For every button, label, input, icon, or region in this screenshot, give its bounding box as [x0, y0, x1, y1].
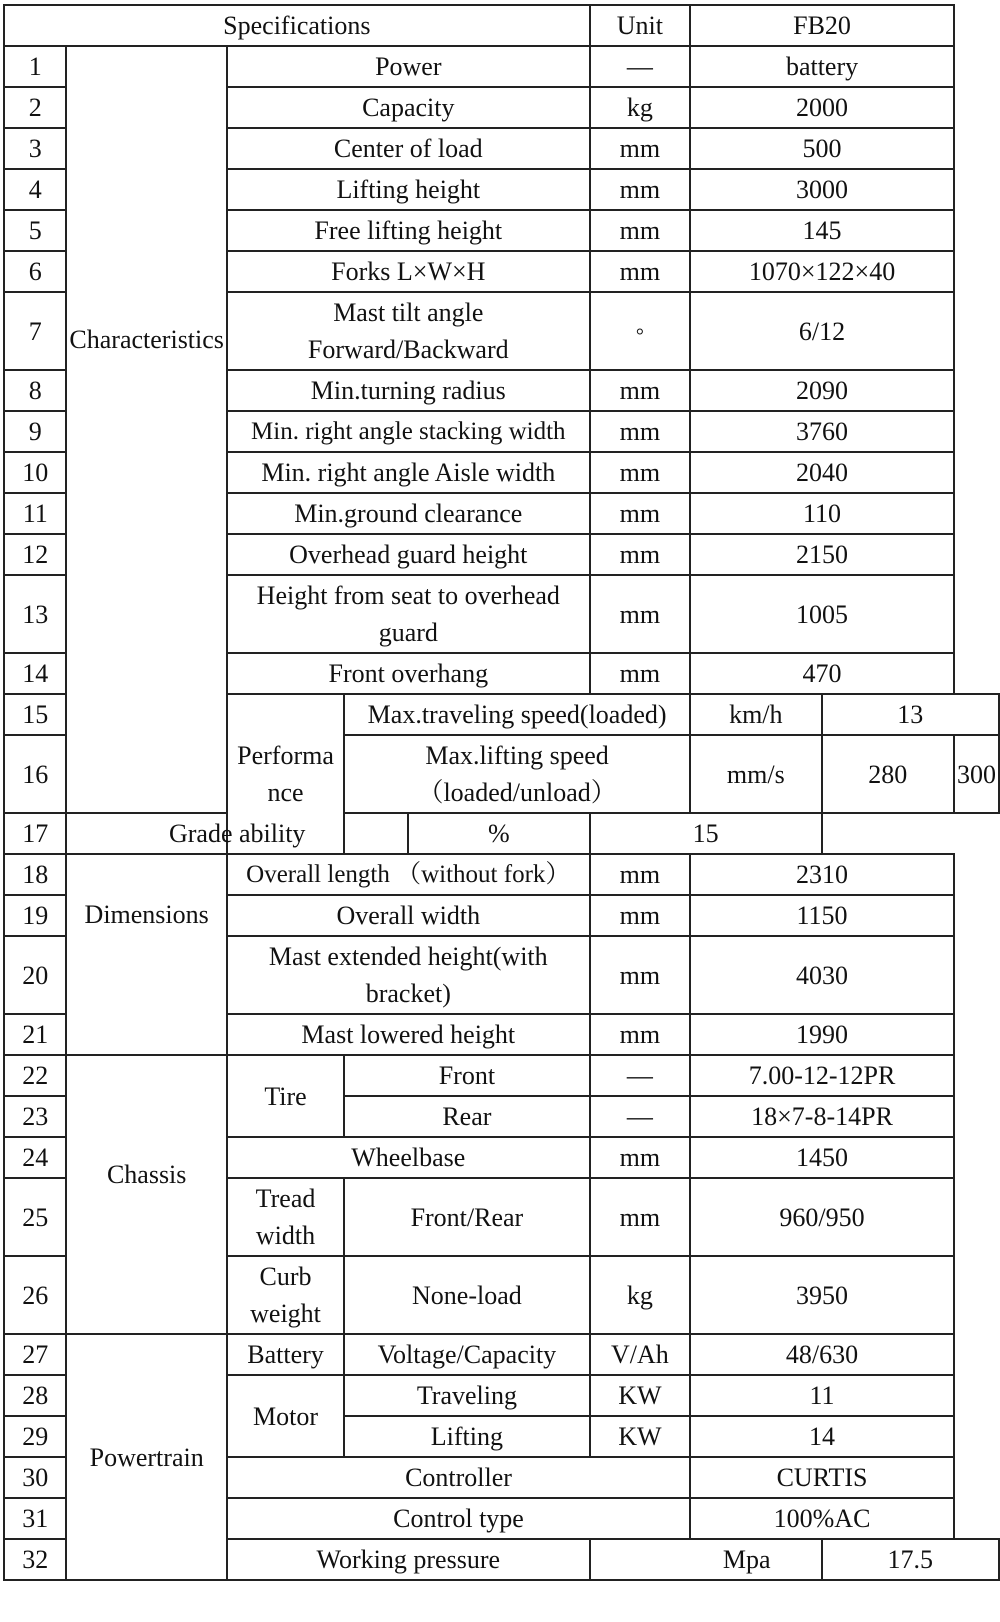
spec-name: Min.ground clearance [227, 493, 590, 534]
row-number: 28 [4, 1375, 66, 1416]
spec-unit: V/Ah [590, 1334, 690, 1375]
spec-unit: mm [590, 653, 690, 694]
spec-unit: KW [590, 1416, 690, 1457]
spec-value: 110 [690, 493, 954, 534]
spec-unit: mm [590, 169, 690, 210]
table-row [4, 1334, 999, 1375]
spec-value: 1005 [690, 575, 954, 653]
row-number: 23 [4, 1096, 66, 1137]
row-number: 2 [4, 87, 66, 128]
spec-name: Mast extended height(with bracket) [227, 936, 590, 1014]
header-unit: Unit [590, 5, 690, 46]
row-number: 18 [4, 854, 66, 895]
row-number: 29 [4, 1416, 66, 1457]
group-dimensions [66, 854, 227, 1055]
spec-name: Traveling [344, 1375, 590, 1416]
spec-table [3, 4, 1000, 1581]
table-row [4, 1055, 999, 1096]
spec-name: Mast tilt angle Forward/Backward [227, 292, 590, 370]
spec-unit: mm [590, 854, 690, 895]
spec-unit: mm [590, 370, 690, 411]
row-number: 9 [4, 411, 66, 452]
spec-name: Overall length （without fork） [227, 854, 590, 895]
header-model: FB20 [690, 5, 954, 46]
spec-unit: mm [590, 411, 690, 452]
spec-unit: km/h [690, 694, 821, 735]
spec-name: Controller [227, 1457, 690, 1498]
spec-unit: % [408, 813, 590, 854]
row-number: 30 [4, 1457, 66, 1498]
spec-value: 3000 [690, 169, 954, 210]
row-number: 6 [4, 251, 66, 292]
spec-unit: — [590, 1096, 690, 1137]
row-number: 1 [4, 46, 66, 87]
spec-unit: mm [590, 128, 690, 169]
spec-unit: mm [590, 1178, 690, 1256]
spec-value: 1150 [690, 895, 954, 936]
row-number: 12 [4, 534, 66, 575]
spec-name: Rear [344, 1096, 590, 1137]
spec-name: Mast lowered height [227, 1014, 590, 1055]
row-number: 15 [4, 694, 66, 735]
row-number: 17 [4, 813, 66, 854]
group-chassis [66, 1055, 227, 1334]
spec-value: 100%AC [690, 1498, 954, 1539]
spec-name: Control type [227, 1498, 690, 1539]
spec-value: 500 [690, 128, 954, 169]
spec-name: Power [227, 46, 590, 87]
spec-value: CURTIS [690, 1457, 954, 1498]
spec-value: 15 [590, 813, 822, 854]
spec-name: Min.turning radius [227, 370, 590, 411]
spec-value: battery [690, 46, 954, 87]
sub-group-motor: Motor [227, 1375, 344, 1457]
spec-name: Voltage/Capacity [344, 1334, 590, 1375]
spec-name: Front [344, 1055, 590, 1096]
row-number: 21 [4, 1014, 66, 1055]
spec-name: Center of load [227, 128, 590, 169]
spec-name: Min. right angle stacking width [227, 411, 590, 452]
row-number: 10 [4, 452, 66, 493]
spec-unit: mm [590, 534, 690, 575]
spec-value: 1070×122×40 [690, 251, 954, 292]
sub-group-tread-width: Tread width [227, 1178, 344, 1256]
spec-value: 2310 [690, 854, 954, 895]
sub-group-curb-weight: Curb weight [227, 1256, 344, 1334]
sub-group-tire: Tire [227, 1055, 344, 1137]
row-number: 24 [4, 1137, 66, 1178]
group-label: Characteristics [69, 325, 224, 354]
spec-unit: mm [590, 210, 690, 251]
spec-unit: KW [590, 1375, 690, 1416]
spec-value: 4030 [690, 936, 954, 1014]
spec-value: 1450 [690, 1137, 954, 1178]
group-label: Dimensions [84, 900, 209, 929]
row-number: 3 [4, 128, 66, 169]
spec-name: Front/Rear [344, 1178, 590, 1256]
spec-value-unloaded: 300 [954, 735, 999, 813]
spec-unit: mm [590, 251, 690, 292]
spec-unit: mm [590, 1137, 690, 1178]
header-row [4, 5, 999, 46]
spec-value: 2150 [690, 534, 954, 575]
spec-value: 2090 [690, 370, 954, 411]
spec-unit [590, 292, 690, 370]
spec-unit: Mpa [590, 1539, 822, 1580]
spec-value: 145 [690, 210, 954, 251]
spec-value: 470 [690, 653, 954, 694]
spec-value: 3950 [690, 1256, 954, 1334]
spec-value: 2000 [690, 87, 954, 128]
sub-group-battery: Battery [227, 1334, 344, 1375]
spec-unit: — [590, 1055, 690, 1096]
spec-name: Wheelbase [227, 1137, 590, 1178]
row-number: 25 [4, 1178, 66, 1256]
spec-value: 3760 [690, 411, 954, 452]
table-row [4, 46, 999, 87]
spec-unit: mm [590, 1014, 690, 1055]
group-label: Powertrain [89, 1442, 204, 1472]
spec-value: 960/950 [690, 1178, 954, 1256]
group-characteristics [66, 46, 227, 813]
spec-name: Forks L×W×H [227, 251, 590, 292]
row-number: 16 [4, 735, 66, 813]
row-number: 11 [4, 493, 66, 534]
spec-name: Free lifting height [227, 210, 590, 251]
row-number: 20 [4, 936, 66, 1014]
spec-value: 14 [690, 1416, 954, 1457]
spec-value: 17.5 [822, 1539, 999, 1580]
row-number: 13 [4, 575, 66, 653]
spec-unit: mm/s [690, 735, 821, 813]
spec-unit: kg [590, 1256, 690, 1334]
spec-table-wrapper [3, 4, 1000, 1581]
header-spec: Specifications [4, 5, 590, 46]
group-label: Chassis [106, 1160, 187, 1189]
spec-name: Overhead guard height [227, 534, 590, 575]
row-number: 32 [4, 1539, 66, 1580]
spec-unit: mm [590, 452, 690, 493]
row-number: 31 [4, 1498, 66, 1539]
row-number: 5 [4, 210, 66, 251]
spec-name: Overall width [227, 895, 590, 936]
spec-unit: mm [590, 493, 690, 534]
spec-value: 48/630 [690, 1334, 954, 1375]
row-number: 14 [4, 653, 66, 694]
spec-unit: mm [590, 895, 690, 936]
spec-value: 13 [822, 694, 999, 735]
spec-value: 2040 [690, 452, 954, 493]
spec-name: Max.traveling speed(loaded) [344, 694, 690, 735]
degree-unit: ° [635, 325, 644, 347]
spec-value-loaded: 280 [822, 735, 954, 813]
spec-name: Lifting height [227, 169, 590, 210]
group-powertrain [66, 1334, 227, 1580]
row-number: 26 [4, 1256, 66, 1334]
row-number: 27 [4, 1334, 66, 1375]
spec-value: 18×7-8-14PR [690, 1096, 954, 1137]
spec-name: Max.lifting speed（loaded/unload） [344, 735, 690, 813]
spec-value: 6/12 [690, 292, 954, 370]
spec-unit: mm [590, 936, 690, 1014]
spec-value: 7.00-12-12PR [690, 1055, 954, 1096]
spec-value: 1990 [690, 1014, 954, 1055]
spec-name: Front overhang [227, 653, 590, 694]
spec-name: Height from seat to overhead guard [227, 575, 590, 653]
row-number: 4 [4, 169, 66, 210]
row-number: 7 [4, 292, 66, 370]
spec-name: Grade ability [66, 813, 408, 854]
table-row [4, 854, 999, 895]
spec-name: None-load [344, 1256, 590, 1334]
spec-name: Min. right angle Aisle width [227, 452, 590, 493]
row-number: 19 [4, 895, 66, 936]
group-label: Performance [237, 741, 334, 807]
row-number: 8 [4, 370, 66, 411]
spec-unit: — [590, 46, 690, 87]
spec-name: Lifting [344, 1416, 590, 1457]
row-number: 22 [4, 1055, 66, 1096]
spec-name: Capacity [227, 87, 590, 128]
spec-unit: kg [590, 87, 690, 128]
table-row [4, 813, 999, 854]
spec-name: Working pressure [227, 1539, 590, 1580]
spec-value: 11 [690, 1375, 954, 1416]
spec-unit: mm [590, 575, 690, 653]
